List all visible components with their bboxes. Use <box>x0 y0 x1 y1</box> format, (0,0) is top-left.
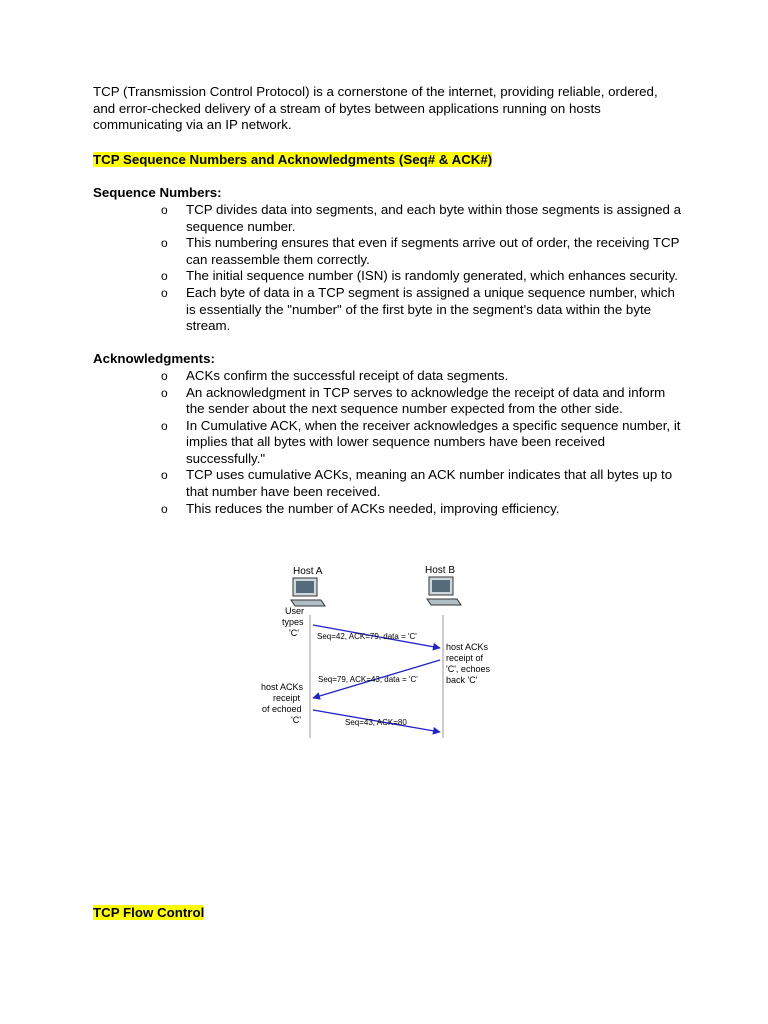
document-body <box>93 84 683 517</box>
host-a-label: Host A <box>293 566 323 577</box>
section-title-seq-ack-text: TCP Sequence Numbers and Acknowledgments (Seq# & ACK#) <box>93 151 493 167</box>
list-item: o The initial sequence number (ISN) is randomly generated, which enhances security. <box>161 268 678 284</box>
user-types-line-1: User <box>285 606 305 616</box>
list-item: o This numbering ensures that even if segments arrive out of order, the receiving TCP can reassemble them correctly. <box>161 235 680 267</box>
host-a-note-line-1: host ACKs <box>261 682 304 692</box>
list-item: o Each byte of data in a TCP segment is assigned a unique sequence number, which is essentially the "number" of the first byte in the segment's data within the byte stream. <box>161 284 675 334</box>
section-title-flow-control <box>93 904 204 922</box>
tcp-seq-ack-diagram <box>255 560 515 740</box>
bullet-icon: o <box>161 269 168 284</box>
host-b-note-line-2: receipt of <box>446 653 484 663</box>
host-a-note-line-3: of echoed <box>262 704 302 714</box>
list-item: o An acknowledgment in TCP serves to acknowledge the receipt of data and inform the sender about the next sequence number expected from the other side. <box>161 384 666 417</box>
sequence-numbers-heading: Sequence Numbers: <box>93 185 222 201</box>
acknowledgments-heading: Acknowledgments: <box>93 351 215 367</box>
bullet-icon: o <box>161 418 168 433</box>
host-b-note-line-3: 'C', echoes <box>446 664 490 674</box>
bullet-icon: o <box>161 202 168 217</box>
list-item: o ACKs confirm the successful receipt of data segments. <box>161 367 509 383</box>
acknowledgments-list <box>93 368 683 517</box>
section-title-flow-control-text: TCP Flow Control <box>93 905 205 920</box>
list-item: o In Cumulative ACK, when the receiver acknowledges a specific sequence number, it implies that all bytes with lower sequence numbers have been received successfully." <box>161 417 681 466</box>
bullet-icon: o <box>161 368 168 383</box>
list-item: o TCP uses cumulative ACKs, meaning an ACK number indicates that all bytes up to that number have been received. <box>161 467 673 500</box>
list-item: o TCP divides data into segments, and each byte within those segments is assigned a sequence number. <box>161 201 681 234</box>
host-b-note-line-1: host ACKs <box>446 642 489 652</box>
host-b-note-line-4: back 'C' <box>446 675 478 685</box>
bullet-icon: o <box>161 468 168 483</box>
list-item: o This reduces the number of ACKs needed, improving efficiency. <box>161 500 560 516</box>
bullet-icon: o <box>161 385 168 400</box>
user-types-line-3: 'C' <box>289 628 299 638</box>
computer-icon <box>427 577 461 605</box>
message-2-label: Seq=79, ACK=43, data = 'C' <box>318 675 418 684</box>
message-3-label: Seq=43, ACK=80 <box>345 718 407 727</box>
bullet-icon: o <box>161 285 168 300</box>
host-a-note-line-2: receipt <box>273 693 301 703</box>
host-b-label: Host B <box>425 565 456 576</box>
intro-paragraph: TCP (Transmission Control Protocol) is a cornerstone of the internet, providing reliable, ordered, and error-checked delivery of a stream of bytes between applications running on hosts communicating via an IP network. <box>93 84 658 133</box>
bullet-icon: o <box>161 236 168 251</box>
sequence-numbers-list <box>93 202 683 335</box>
bullet-icon: o <box>161 501 168 516</box>
section-title-seq-ack <box>93 151 683 169</box>
message-1-label: Seq=42, ACK=79, data = 'C' <box>317 632 417 641</box>
computer-icon <box>291 578 325 606</box>
user-types-line-2: types <box>282 617 304 627</box>
host-a-note-line-4: 'C' <box>291 715 301 725</box>
